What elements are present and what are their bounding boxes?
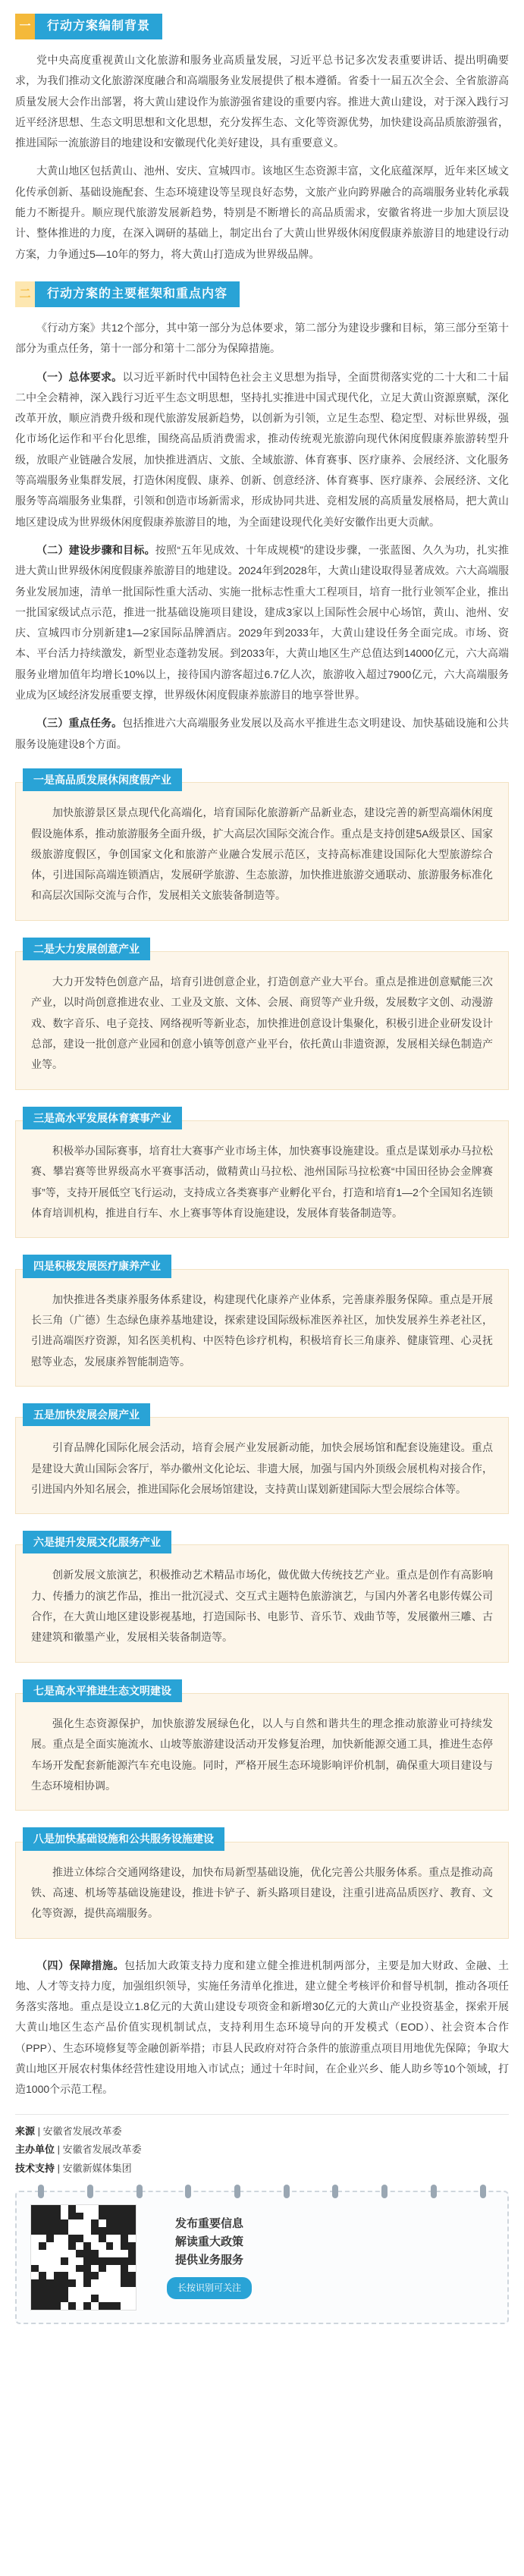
general-requirements-label: （一）总体要求。	[36, 370, 123, 383]
task-card-title: 二是大力发展创意产业	[23, 938, 150, 960]
general-requirements	[15, 367, 509, 532]
footer-host-label: 主办单位	[15, 2144, 55, 2156]
support-measures-label: （四）保障措施。	[36, 1959, 124, 1971]
paragraph: 大黄山地区包括黄山、池州、安庆、宣城四市。该地区生态资源丰富，文化底蕴深厚，近年来区域文化传承创新、基础设施配套、生态环境建设等呈现良好态势，文旅产业向跨界融合的高端服务业转化承载能力不断提升。顺应现代旅游发展新趋势，特别是不断增长的高品质需求，安徽省将进一步加大顶层设计、整体推进的力度，在深入调研的基础上，制定出台了大黄山世界级休闲度假康养旅游目的地建设行动方案，力争通过5—10年的努力，将大黄山打造成为世界级品牌。	[15, 165, 509, 260]
section-header-framework	[15, 281, 509, 307]
task-card-title: 四是积极发展医疗康养产业	[23, 1255, 171, 1277]
task-card	[15, 1107, 509, 1239]
support-measures	[15, 1956, 509, 2100]
section-title: 行动方案的主要框架和重点内容	[35, 281, 240, 307]
task-card-title: 八是加快基础设施和公共服务设施建设	[23, 1827, 224, 1850]
key-tasks	[15, 713, 509, 755]
task-card-body: 大力开发特色创意产品，培育引进创意企业，打造创意产业大平台。重点是推进创意赋能三次产业，以时尚创意推进农业、工业及文旅、文体、会展、商贸等产业升级，发展数字文创、动漫游戏、数字音乐、电子竞技、网络视听等新业态，加快推进创意设计集聚化，积极引进企业研发设计总部，建设一批创意产业园和创意小镇等创意产业平台，依托黄山非遗资源，发展相关绿色制造产业等。	[15, 951, 509, 1089]
qr-line: 解读重大政策	[175, 2235, 244, 2249]
footer-sep: |	[35, 2125, 43, 2137]
task-card-title: 三是高水平发展体育赛事产业	[23, 1107, 182, 1129]
footer-tech	[15, 2160, 509, 2179]
task-card-title: 七是高水平推进生态文明建设	[23, 1679, 182, 1702]
paragraph: 党中央高度重视黄山文化旅游和服务业高质量发展，习近平总书记多次发表重要讲话、提出明确要求，为我们推动文化旅游深度融合和高端服务业发展提供了根本遵循。省委十一届五次全会、全省旅游高质量发展大会作出部署，将大黄山建设作为旅游强省建设的重要内容。推进大黄山建设，对于深入践行习近平经济思想、生态文明思想和文化思想，充分发挥生态、文化等资源优势，加快建设高品质旅游强省，推进国际一流旅游目的地建设和安徽现代化美好建设，具有重要意义。	[15, 54, 509, 149]
footer-host	[15, 2141, 509, 2160]
qr-line: 发布重要信息	[175, 2217, 244, 2231]
intro-paragraph: 《行动方案》共12个部分，其中第一部分为总体要求，第二部分为建设步骤和目标，第三部分至第十部分为重点任务，第十一部分和第十二部分为保障措施。	[15, 321, 509, 355]
task-card-title: 一是高品质发展休闲度假产业	[23, 768, 182, 791]
task-card-title: 六是提升发展文化服务产业	[23, 1531, 171, 1553]
task-card	[15, 1403, 509, 1514]
divider	[15, 2114, 509, 2115]
footer-sep: |	[55, 2144, 63, 2156]
footer-source	[15, 2122, 509, 2141]
task-card	[15, 1827, 509, 1938]
key-tasks-text: 包括推进六大高端服务业发展以及高水平推进生态文明建设、加快基础设施和公共服务设施建设8个方面。	[15, 717, 510, 750]
section-title: 行动方案编制背景	[35, 14, 162, 39]
footer-sep: |	[55, 2162, 63, 2174]
section-number: 一	[15, 14, 35, 39]
task-card	[15, 768, 509, 921]
section-header-background	[15, 14, 509, 39]
steps-goals	[15, 540, 509, 705]
task-card	[15, 1531, 509, 1663]
qr-code-icon[interactable]	[30, 2204, 136, 2311]
binder-rings	[17, 2185, 507, 2198]
qr-line: 提供业务服务	[175, 2254, 244, 2267]
section-number: 二	[15, 281, 35, 307]
task-card-body: 积极举办国际赛事，培育壮大赛事产业市场主体，加快赛事设施建设。重点是谋划承办马拉松赛、攀岩赛等世界级高水平赛事活动，做精黄山马拉松、池州国际马拉松赛“中国田径协会金牌赛事”等，支持开展低空飞行运动，支持成立各类赛事产业孵化平台，打造和培育1—2个全国知名连锁体育培训机构，推进自行车、水上赛事等体育设施建设，发展体育装备制造等。	[15, 1120, 509, 1238]
footer-host-value: 安徽省发展改革委	[62, 2144, 142, 2156]
footer-tech-value: 安徽新媒体集团	[62, 2162, 132, 2174]
task-card	[15, 1255, 509, 1387]
task-card-body: 强化生态资源保护，加快旅游发展绿色化，以人与自然和谐共生的理念推动旅游业可持续发展。重点是全面实施流水、山坡等旅游建设活动开发修复治理，加快新能源交通工具，推进生态停车场开发配套新能源汽车充电设施。同时，严格开展生态环境影响评价机制，确保重大项目建设与生态环境相协调。	[15, 1693, 509, 1811]
task-card-title: 五是加快发展会展产业	[23, 1403, 150, 1426]
task-card-body: 加快推进各类康养服务体系建设，构建现代化康养产业体系，完善康养服务保障。重点是开展长三角（广德）生态绿色康养基地建设，探索建设国际级标准医养社区，加快发展养生养老社区，引进高端医疗资源，知名医美机构、中医特色诊疗机构，积极培育长三角康养、健康管理、心灵抚慰等业态，发展康养智能制造等。	[15, 1269, 509, 1387]
footer-source-label: 来源	[15, 2125, 36, 2137]
task-card-body: 推进立体综合交通网络建设，加快布局新型基础设施，优化完善公共服务体系。重点是推动高铁、高速、机场等基础设施建设，推进卡铲子、新头路项目建设，注重引进高品质医疗、教育、文化等资源，提供高端服务。	[15, 1842, 509, 1939]
footer	[15, 2122, 509, 2324]
steps-goals-text: 按照“五年见成效、十年成规模”的建设步骤，一张蓝图、久久为功，扎实推进大黄山世界级休闲度假康养旅游目的地建设。2024年到2028年，大黄山建设取得显著成效。六大高端服务业发展加速，清单一批国际性重大活动、实施一批标志性重大工程项目，培育一批行业领军企业，推出一批国家级试点示范，推进一批基础设施项目建设，建成3家以上国际性会展中心场馆，黄山、池州、安庆、宣城四市分别新建1—2家国际品牌酒店。2029年到2033年，大黄山建设任务全面完成。市场、资本、平台活力持续激发，新型业态蓬勃发展。到2033年，大黄山地区生产总值达到14000亿元，六大高端服务业增加值年均增长10%以上，接待国内游客超过6.7亿人次，旅游收入超过7900亿元，六大高端服务业成为区域经济发展重要支撑，世界级休闲度假康养旅游目的地享誉世界。	[15, 543, 509, 702]
qr-text	[167, 2215, 252, 2299]
footer-tech-label: 技术支持	[15, 2162, 55, 2174]
follow-button[interactable]: 长按识别可关注	[167, 2277, 252, 2299]
task-card	[15, 1679, 509, 1811]
task-card	[15, 938, 509, 1090]
task-card-body: 加快旅游景区景点现代化高端化，培育国际化旅游新产品新业态，建设完善的新型高端休闲度假设施体系，推动旅游服务全面升级，扩大高层次国际交流合作。重点是支持创建5A级景区、国家级旅游度假区，争创国家文化和旅游产业融合发展示范区，支持高标准建设国际化大型旅游综合体，引进国际高端连锁酒店，发展研学旅游、生态旅游，加快推进旅游交通联动、旅游服务标准化和高层次国际交流与合作，发展相关文旅装备制造等。	[15, 782, 509, 920]
task-card-body: 引育品牌化国际化展会活动，培育会展产业发展新动能，加快会展场馆和配套设施建设。重点是建设大黄山国际会客厅，举办徽州文化论坛、非遗大展，加强与国内外顶级会展机构对接合作，引进国内外知名展会，推进国际化会展场馆建设，支持黄山谋划新建国际大型会展综合体等。	[15, 1417, 509, 1514]
qr-card	[15, 2191, 509, 2324]
footer-source-value: 安徽省发展改革委	[42, 2125, 122, 2137]
general-requirements-text: 以习近平新时代中国特色社会主义思想为指导，全面贯彻落实党的二十大和二十届二中全会精神，深入践行习近平生态文明思想，坚持扎实推进中国式现代化，立足大黄山资源禀赋，深化改革开放，顺应消费升级和现代旅游发展新趋势，以创新为引领，立足生态型、稳定型、对标世界级，强化市场化运作和平台化思维，围绕高品质消费需求，推动传统观光旅游向现代休闲度假康养旅游转型升级，放眼产业链融合发展，加快推进酒店、文旅、全域旅游、体育赛事、医疗康养、会展经济、文化服务等高端服务业集群发展，打造休闲度假、康养、创新、创意经济、体育赛事、医疗康养、会展经济、文化服务等高端服务业集群，引领和创造市场新需求，形成协同共进、竞相发展的高质量发展格局，把大黄山地区建设成为世界级休闲度假康养旅游目的地，为全面建设现代化美好安徽作出更大贡献。	[15, 370, 510, 528]
support-measures-text: 包括加大政策支持力度和建立健全推进机制两部分，主要是加大财政、金融、土地、人才等支持力度，加强组织领导，实施任务清单化推进，建立健全考核评价和督导机制，推动各项任务落实落地。重点是设立1.8亿元的大黄山建设专项资金和新增30亿元的大黄山产业投资基金，探索开展大黄山地区生态产品价值实现机制试点，支持利用生态环境导向的开发模式（EOD）、社会资本合作（PPP）、生态环境修复等金融创新举措；市县人民政府对符合条件的旅游重点项目用地优先保障；争取大黄山地区开展农村集体经营性建设用地入市试点；通过十年时间，在企业兴乡、能人助乡等10个领域，打造1000个示范工程。	[15, 1959, 510, 2096]
task-card-body: 创新发展文旅演艺，积极推动艺术精品市场化，做优做大传统技艺产业。重点是创作有高影响力、传播力的演艺作品，推出一批沉浸式、交互式主题特色旅游演艺，与国内外著名电影传媒公司合作，在大黄山地区建设影视基地，打造国际书、电影节、音乐节、戏曲节等，发展徽州三雕、古建建筑和徽墨产业，发展相关装备制造等。	[15, 1544, 509, 1662]
key-tasks-label: （三）重点任务。	[36, 717, 123, 730]
steps-goals-label: （二）建设步骤和目标。	[36, 543, 155, 556]
